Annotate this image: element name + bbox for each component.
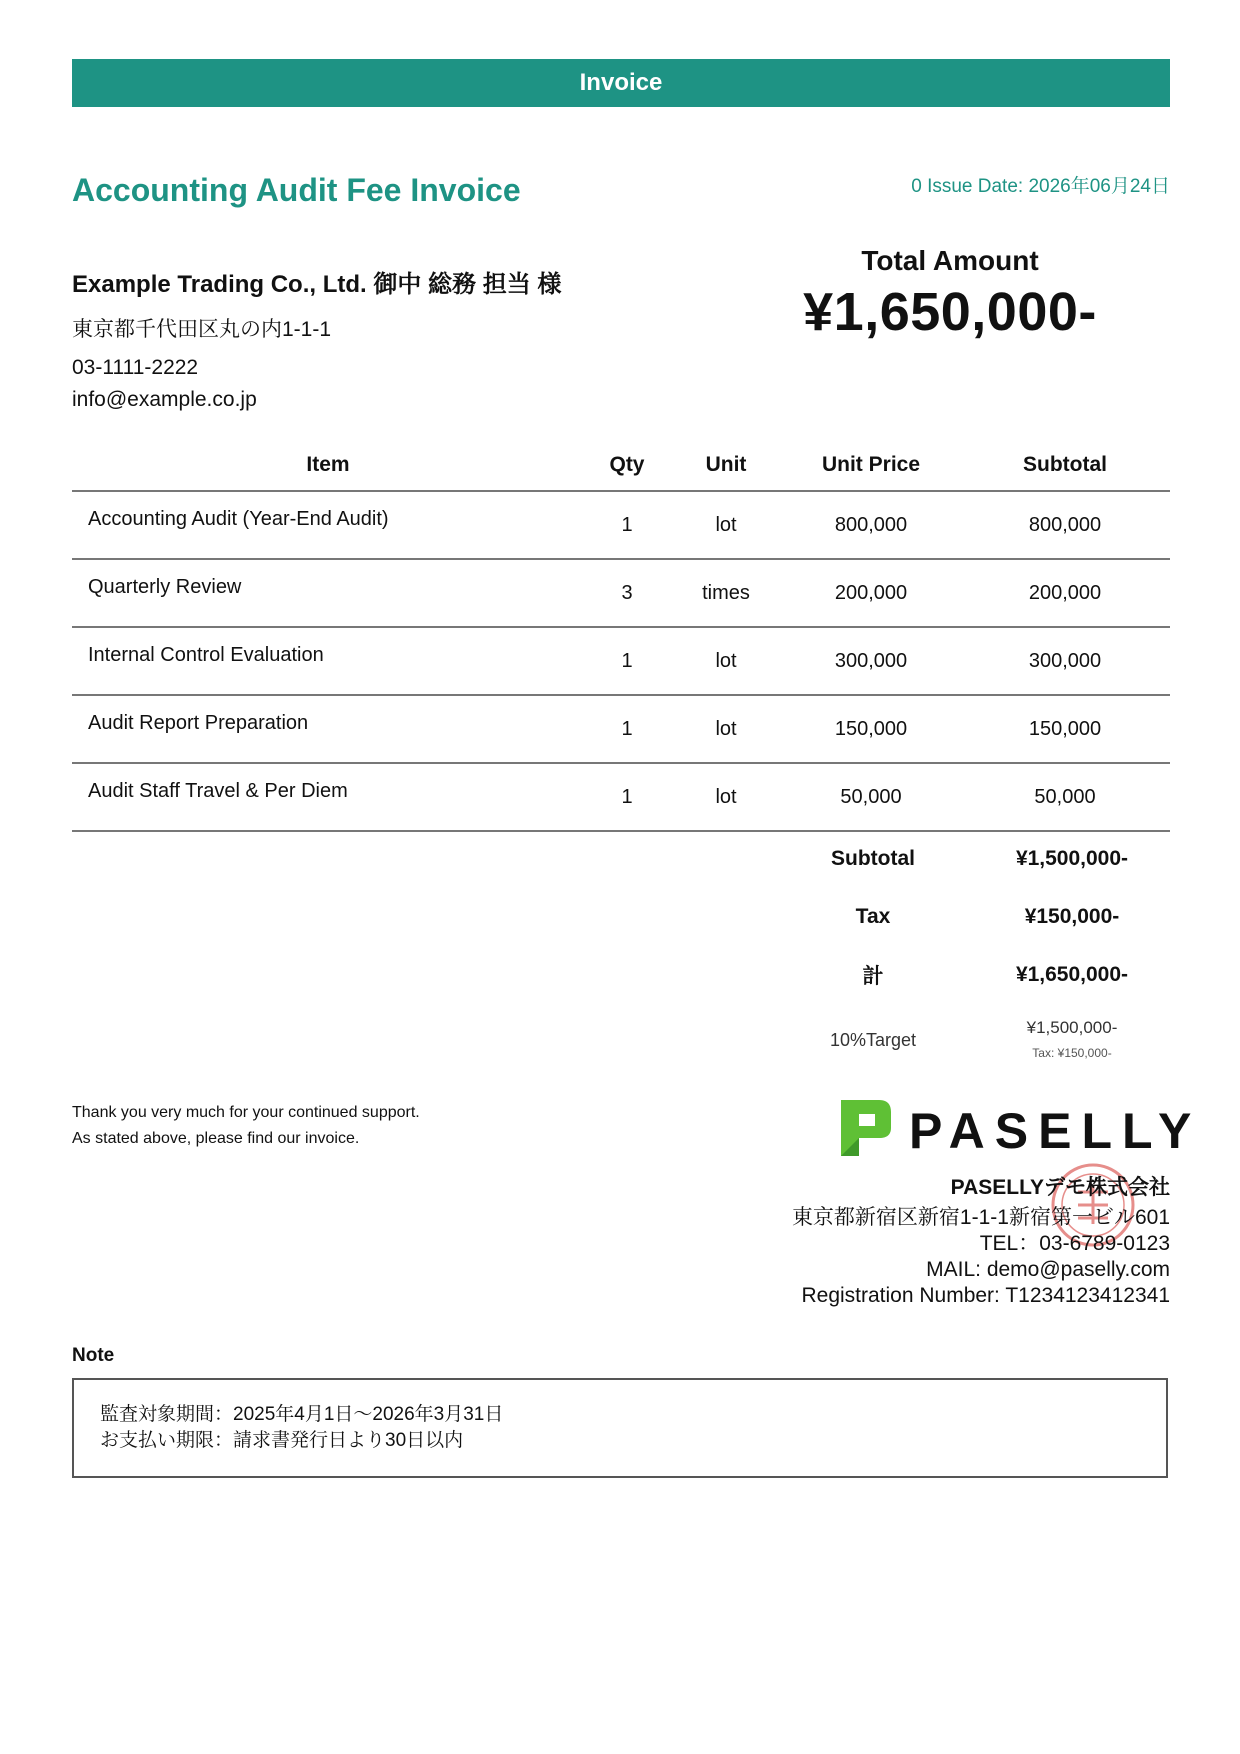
summary-total-label: 計 [862, 965, 884, 988]
issuer-registration: Registration Number: T1234123412341 [801, 1284, 1170, 1307]
recipient-email: info@example.co.jp [72, 388, 257, 411]
row-item: Audit Report Preparation [72, 695, 584, 763]
total-amount-value: ¥1,650,000- [803, 282, 1097, 342]
row-subtotal: 150,000 [960, 695, 1170, 763]
table-row [72, 627, 1170, 695]
row-unit: lot [670, 763, 782, 831]
line-items-table [72, 440, 1170, 832]
document-title: Accounting Audit Fee Invoice [72, 172, 521, 208]
invoice-banner [72, 59, 1170, 107]
note-label: Note [72, 1345, 115, 1366]
header-item: Item [72, 440, 584, 491]
note-line: お支払い期限：請求書発行日より30日以内 [100, 1430, 464, 1451]
header-unit-price: Unit Price [782, 440, 960, 491]
row-qty: 1 [584, 763, 670, 831]
issuer-tel: TEL：03-6789-0123 [979, 1232, 1170, 1255]
row-subtotal: 300,000 [960, 627, 1170, 695]
row-unit: times [670, 559, 782, 627]
row-unit-price: 50,000 [782, 763, 960, 831]
tax-rate-tax: Tax: ¥150,000- [1032, 1046, 1112, 1060]
header-unit: Unit [670, 440, 782, 491]
row-qty: 3 [584, 559, 670, 627]
recipient-block [72, 264, 561, 416]
row-unit-price: 300,000 [782, 627, 960, 695]
summary-subtotal-row [772, 830, 1170, 888]
row-unit-price: 200,000 [782, 559, 960, 627]
issuer-address: 東京都新宿区新宿1-1-1新宿第一ビル601 [791, 1206, 1170, 1229]
tax-rate-amount: ¥1,500,000- [1026, 1018, 1118, 1037]
row-item: Quarterly Review [72, 559, 584, 627]
row-qty: 1 [584, 491, 670, 559]
recipient-address: 東京都千代田区丸の内1-1-1 [72, 318, 332, 341]
summary-total-row [772, 946, 1170, 1004]
issuer-company: PASELLYデモ株式会社 [950, 1176, 1170, 1199]
row-subtotal: 200,000 [960, 559, 1170, 627]
table-header-row [72, 440, 1170, 491]
total-amount-label: Total Amount [861, 245, 1039, 276]
summary-subtotal-value: ¥1,500,000- [1015, 847, 1129, 870]
summary-tax-value: ¥150,000- [1024, 905, 1120, 928]
tax-rate-label: 10%Target [829, 1030, 917, 1050]
row-item: Accounting Audit (Year-End Audit) [72, 491, 584, 559]
row-unit: lot [670, 627, 782, 695]
header-subtotal: Subtotal [960, 440, 1170, 491]
row-qty: 1 [584, 627, 670, 695]
row-subtotal: 50,000 [960, 763, 1170, 831]
table-row [72, 695, 1170, 763]
thank-you-line: Thank you very much for your continued support. [72, 1104, 420, 1121]
summary-tax-row [772, 888, 1170, 946]
issuer-block [792, 1175, 1170, 1309]
logo-wordmark: PASELLY [909, 1103, 1202, 1159]
total-amount-box [760, 245, 1140, 343]
invoice-notice-line: As stated above, please find our invoice. [72, 1130, 360, 1147]
thank-you-message [72, 1100, 420, 1152]
banner-title: Invoice [579, 69, 663, 96]
row-item: Audit Staff Travel & Per Diem [72, 763, 584, 831]
row-qty: 1 [584, 695, 670, 763]
tax-rate-breakdown [772, 1018, 1170, 1060]
row-unit: lot [670, 695, 782, 763]
issue-date: 0 Issue Date: 2026年06月24日 [911, 176, 1170, 197]
issuer-mail: MAIL: demo@paselly.com [926, 1258, 1170, 1281]
table-row [72, 559, 1170, 627]
recipient-name: Example Trading Co., Ltd. 御中 総務 担当 様 [72, 271, 562, 298]
row-subtotal: 800,000 [960, 491, 1170, 559]
totals-summary [772, 830, 1170, 1060]
note-line: 監査対象期間：2025年4月1日〜2026年3月31日 [100, 1404, 504, 1425]
summary-tax-label: Tax [855, 905, 891, 928]
row-unit-price: 150,000 [782, 695, 960, 763]
row-item: Internal Control Evaluation [72, 627, 584, 695]
summary-total-value: ¥1,650,000- [1015, 963, 1129, 986]
recipient-phone: 03-1111-2222 [72, 356, 199, 379]
summary-subtotal-label: Subtotal [831, 847, 915, 870]
header-qty: Qty [584, 440, 670, 491]
note-box [72, 1378, 1168, 1478]
table-row [72, 763, 1170, 831]
row-unit-price: 800,000 [782, 491, 960, 559]
row-unit: lot [670, 491, 782, 559]
table-row [72, 491, 1170, 559]
paselly-logo-icon [835, 1098, 1202, 1159]
